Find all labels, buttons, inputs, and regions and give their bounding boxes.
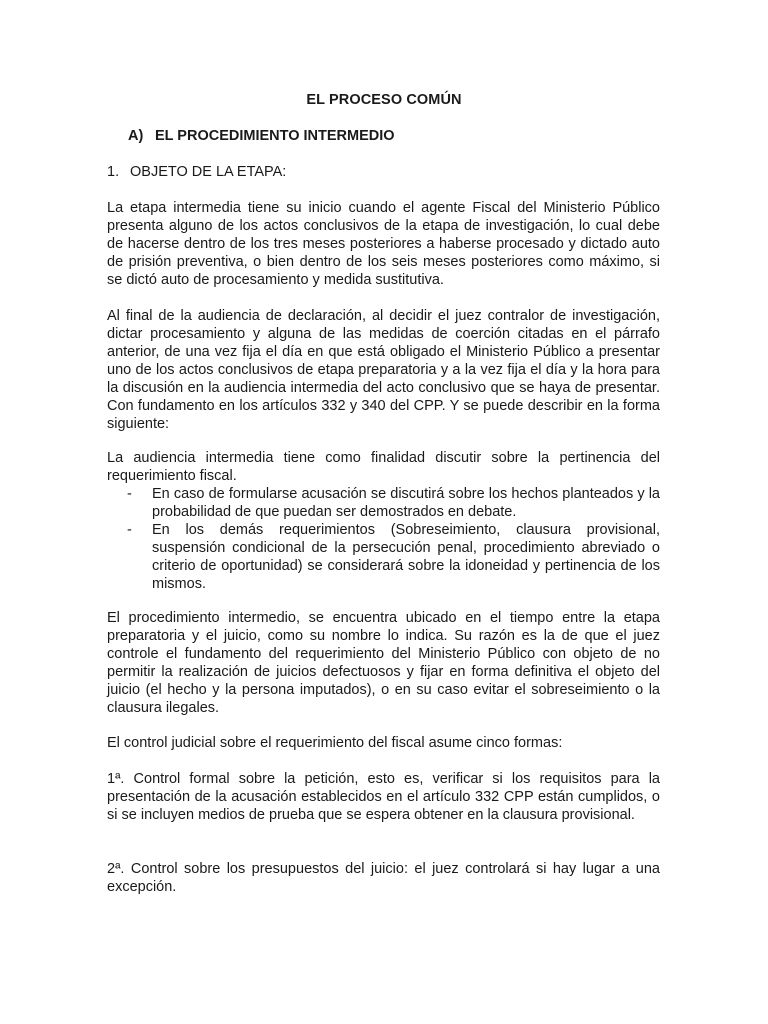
section-heading-text: EL PROCEDIMIENTO INTERMEDIO: [155, 128, 395, 144]
section-heading: [128, 127, 395, 145]
document-title: EL PROCESO COMÚN: [306, 92, 462, 108]
subsection-number: 1.: [107, 164, 120, 180]
list-item-text: En caso de formularse acusación se discutirá sobre los hechos planteados y la probabilidad de que puedan ser demostrados en debate.: [152, 486, 660, 520]
paragraph-procedimiento-intermedio: El procedimiento intermedio, se encuentra ubicado en el tiempo entre la etapa preparatoria y el juicio, como su nombre lo indica. Su razón es la de que el juez controle el fundamento del requerimiento del Ministerio Público con objeto de no permitir la realización de juicios defectuosos y fijar en forma definitiva el objeto del juicio (el hecho y la persona imputados), o en su caso evitar el sobreseimiento o la clausura ilegales.: [107, 610, 660, 716]
bullet-dash: -: [127, 486, 132, 502]
subsection-label: OBJETO DE LA ETAPA:: [130, 164, 287, 180]
paragraph-audiencia-declaracion: Al final de la audiencia de declaración, al decidir el juez contralor de investigación, dictar procesamiento y alguna de las medidas de coerción citadas en el párrafo anterior, de una vez fija el día en que está obligado el Ministerio Público a presentar uno de los actos conclusivos de etapa preparatoria y a la vez fija el día y la hora para la discusión en la audiencia intermedia del acto conclusivo que se haya de presentar. Con fundamento en los artículos 332 y 340 del CPP. Y se puede describir en la forma siguiente:: [107, 308, 660, 432]
paragraph-control-formal: 1ª. Control formal sobre la petición, esto es, verificar si los requisitos para la presentación de la acusación establecidos en el artículo 332 CPP están cumplidos, o si se incluyen medios de prueba que se espera obtener en la clausura provisional.: [107, 771, 660, 823]
list-item: [107, 521, 660, 593]
bullet-list: [107, 485, 660, 593]
paragraph-control-judicial: El control judicial sobre el requerimiento del fiscal asume cinco formas:: [107, 735, 563, 751]
subsection-heading: [107, 163, 286, 181]
section-marker: A): [128, 128, 144, 144]
bullet-dash: -: [127, 522, 132, 538]
list-item: [107, 485, 660, 521]
paragraph-finalidad-audiencia: La audiencia intermedia tiene como finalidad discutir sobre la pertinencia del requerimiento fiscal.: [107, 450, 660, 484]
list-item-text: En los demás requerimientos (Sobreseimiento, clausura provisional, suspensión condicional de la persecución penal, procedimiento abreviado o criterio de oportunidad) se considerará sobre la idoneidad y pertinencia de los mismos.: [152, 522, 660, 592]
paragraph-inicio-etapa: La etapa intermedia tiene su inicio cuando el agente Fiscal del Ministerio Público presenta alguno de los actos conclusivos de la etapa de investigación, lo cual debe de hacerse dentro de los tres meses posteriores a haberse procesado y dictado auto de prisión preventiva, o bien dentro de los seis meses posteriores como máximo, si se dictó auto de procesamiento y medida sustitutiva.: [107, 200, 660, 288]
paragraph-control-presupuestos: 2ª. Control sobre los presupuestos del juicio: el juez controlará si hay lugar a una excepción.: [107, 861, 660, 895]
